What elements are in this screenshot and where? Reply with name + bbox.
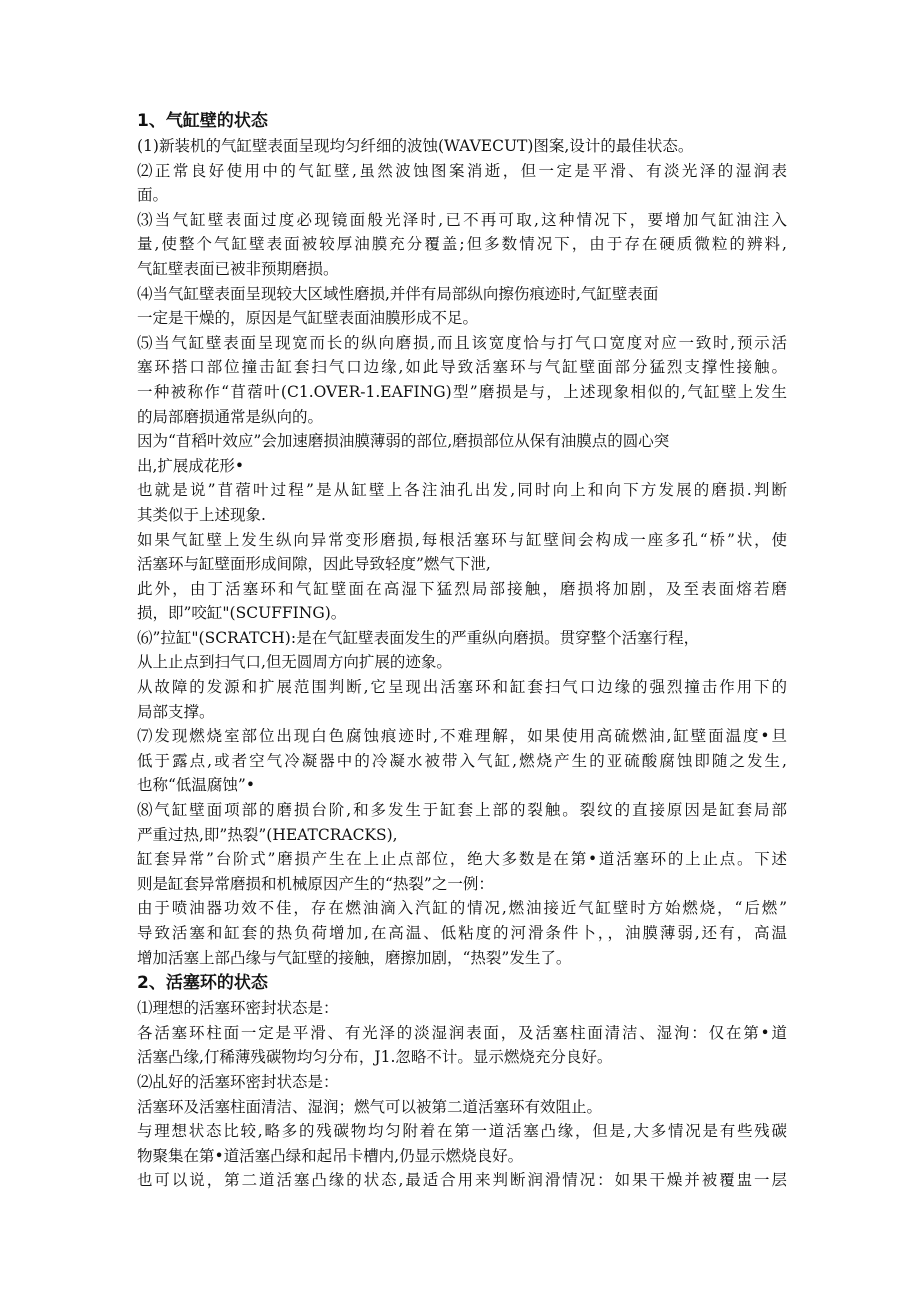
section-heading: 2、活塞环的状态	[137, 973, 268, 994]
text-line: 由于喷油器功效不佳，存在燃油滴入汽缸的情况,燃油接近气缸壁时方始燃烧，“后燃”	[137, 899, 787, 918]
text-line: 一定是干燥的，原因是气缸壁表面油膜形成不足。	[137, 309, 479, 328]
text-line: 量,使整个气缸壁表面被较厚油膜充分覆盖;但多数情况下，由于存在硬质微粒的辨料,	[137, 235, 787, 254]
text-line: 此外，由丁活塞环和气缸壁面在高湿下猛烈局部接触，磨损将加剧，及至表面熔若磨	[137, 579, 787, 598]
text-line: 活塞环及活塞柱面清洁、湿润；燃气可以被第二道活塞环有效阻止。	[137, 1097, 603, 1116]
text-line: 也可以说，第二道活塞凸缘的状态,最适合用来判断润滑情况：如果干燥并被覆盅一层	[137, 1171, 787, 1190]
text-line: 严重过热,即”热裂”(HEATCRACKS),	[137, 825, 398, 844]
text-line: ⑵正常良好使用中的气缸壁,虽然波蚀图案消逝，但一定是平滑、有淡光泽的湿润表	[137, 161, 787, 180]
text-line: 活塞环与缸壁面形成间隙，因此导致轻度”燃气下泄,	[137, 555, 491, 574]
text-line: ⑵乩好的活塞环密封状态是：	[137, 1072, 339, 1091]
text-line: ⑷当气缸壁表面呈现较大区域性磨损,并伴有局部纵向擦伤痕迹时,气缸壁表面	[137, 284, 659, 303]
text-line: 与理想状态比较,略多的残碳物均匀附着在第一道活塞凸缘，但是,大多情况是有些残碳	[137, 1122, 787, 1141]
text-line: 缸套异常”台阶式”磨损产生在上止点部位，绝大多数是在第•道活塞环的上止点。下述	[137, 850, 787, 869]
text-line: 导致活塞和缸套的热负荷增加,在高温、低粘度的河滑条件卜，，油膜薄弱,还有，高温	[137, 924, 787, 942]
document-body	[137, 108, 787, 1193]
text-line: 如果气缸壁上发生纵向异常变形磨损,每根活塞环与缸壁间会构成一座多孔“桥”状，使	[137, 530, 787, 549]
text-line: 其类似于上述现象.	[137, 505, 266, 524]
text-line: 因为“苜稻叶效应”会加速磨损油膜薄弱的部位,磨损部位从保有油膜点的圆心突	[137, 432, 670, 451]
section-heading: 1、气缸壁的状态	[137, 111, 268, 131]
text-line: 各活塞环柱面一定是平滑、有光泽的淡湿润表面，及活塞柱面清洁、湿洵：仅在第•道	[137, 1023, 787, 1042]
text-line: 局部支撑。	[137, 702, 215, 721]
text-line: 气缸壁表面已被非预期磨损。	[137, 259, 339, 278]
text-line: 损，即”咬缸"(SCUFFING)。	[137, 604, 347, 623]
text-line: 的局部磨损通常是纵向的。	[137, 407, 324, 426]
text-line: 增加活塞上部凸缘与气缸壁的接触，磨擦加剧，“热裂”发生了。	[137, 948, 572, 967]
text-line: ⑴理想的活塞环密封状态是：	[137, 999, 339, 1018]
text-line: 活塞凸缘,仃稀薄残碳物均匀分布，J1.忽略不计。显示燃烧充分良好。	[137, 1048, 613, 1067]
text-line: 低于露点,或者空气冷凝器中的冷凝水被带入气缸,燃烧产生的亚硫酸腐蚀即随之发生,	[137, 751, 787, 770]
text-line: 也就是说”苜蓿叶过程”是从缸壁上各注油孔出发,同时向上和向下方发展的磨损.判断	[137, 481, 787, 500]
text-line: 则是缸套异常磨损和机械原因产生的“热裂”之一例：	[137, 874, 494, 893]
text-line: 也称“低温腐蚀”•	[137, 776, 255, 795]
text-line: 面。	[137, 186, 169, 205]
text-line: ⑻气缸壁面项部的磨损台阶,和多发生于缸套上部的裂触。裂纹的直接原因是缸套局部	[137, 801, 787, 820]
text-line: ⑹”拉缸"(SCRATCH):是在气缸壁表面发生的严重纵向磨损。贯穿整个活塞行程，	[137, 628, 700, 647]
text-line: 从上止点到扫气口,但无圆周方向扩展的迹象。	[137, 653, 452, 672]
text-line: ⑶当气缸壁表面过度必现镜面般光泽时,已不再可取,这种情况下，要增加气缸油注入	[137, 210, 787, 229]
text-line: 物聚集在第•道活塞凸绿和起吊卡槽内,仍显示燃烧良好。	[137, 1146, 524, 1165]
text-line: 出,扩展成花形•	[137, 456, 245, 475]
text-line: ⑸当气缸壁表面呈现宽而长的纵向磨损,而且该宽度恰与打气口宽度对应一致时,预示活	[137, 333, 787, 352]
text-line: 一种被称作“苜蓿叶(C1.OVER-1.EAFING)型”磨损是与，上述现象相似的,气缸壁上发生	[137, 382, 787, 401]
text-line: 从故障的发源和扩展范围判断,它呈现出活塞环和缸套扫气口边缘的强烈撞击作用下的	[137, 678, 787, 697]
text-line: ⑺发现燃烧室部位出现白色腐蚀痕迹时,不难理解，如果使用高硫燃油,缸壁面温度•旦	[137, 727, 787, 746]
text-line: (1)新装机的气缸壁表面呈现均匀纤细的波蚀(WAVECUT)图案,设计的最佳状态。	[137, 137, 694, 155]
text-line: 塞环搭口部位撞击缸套扫气口边缘,如此导致活塞环与气缸壁面部分猛烈支撑性接触。	[137, 358, 787, 377]
